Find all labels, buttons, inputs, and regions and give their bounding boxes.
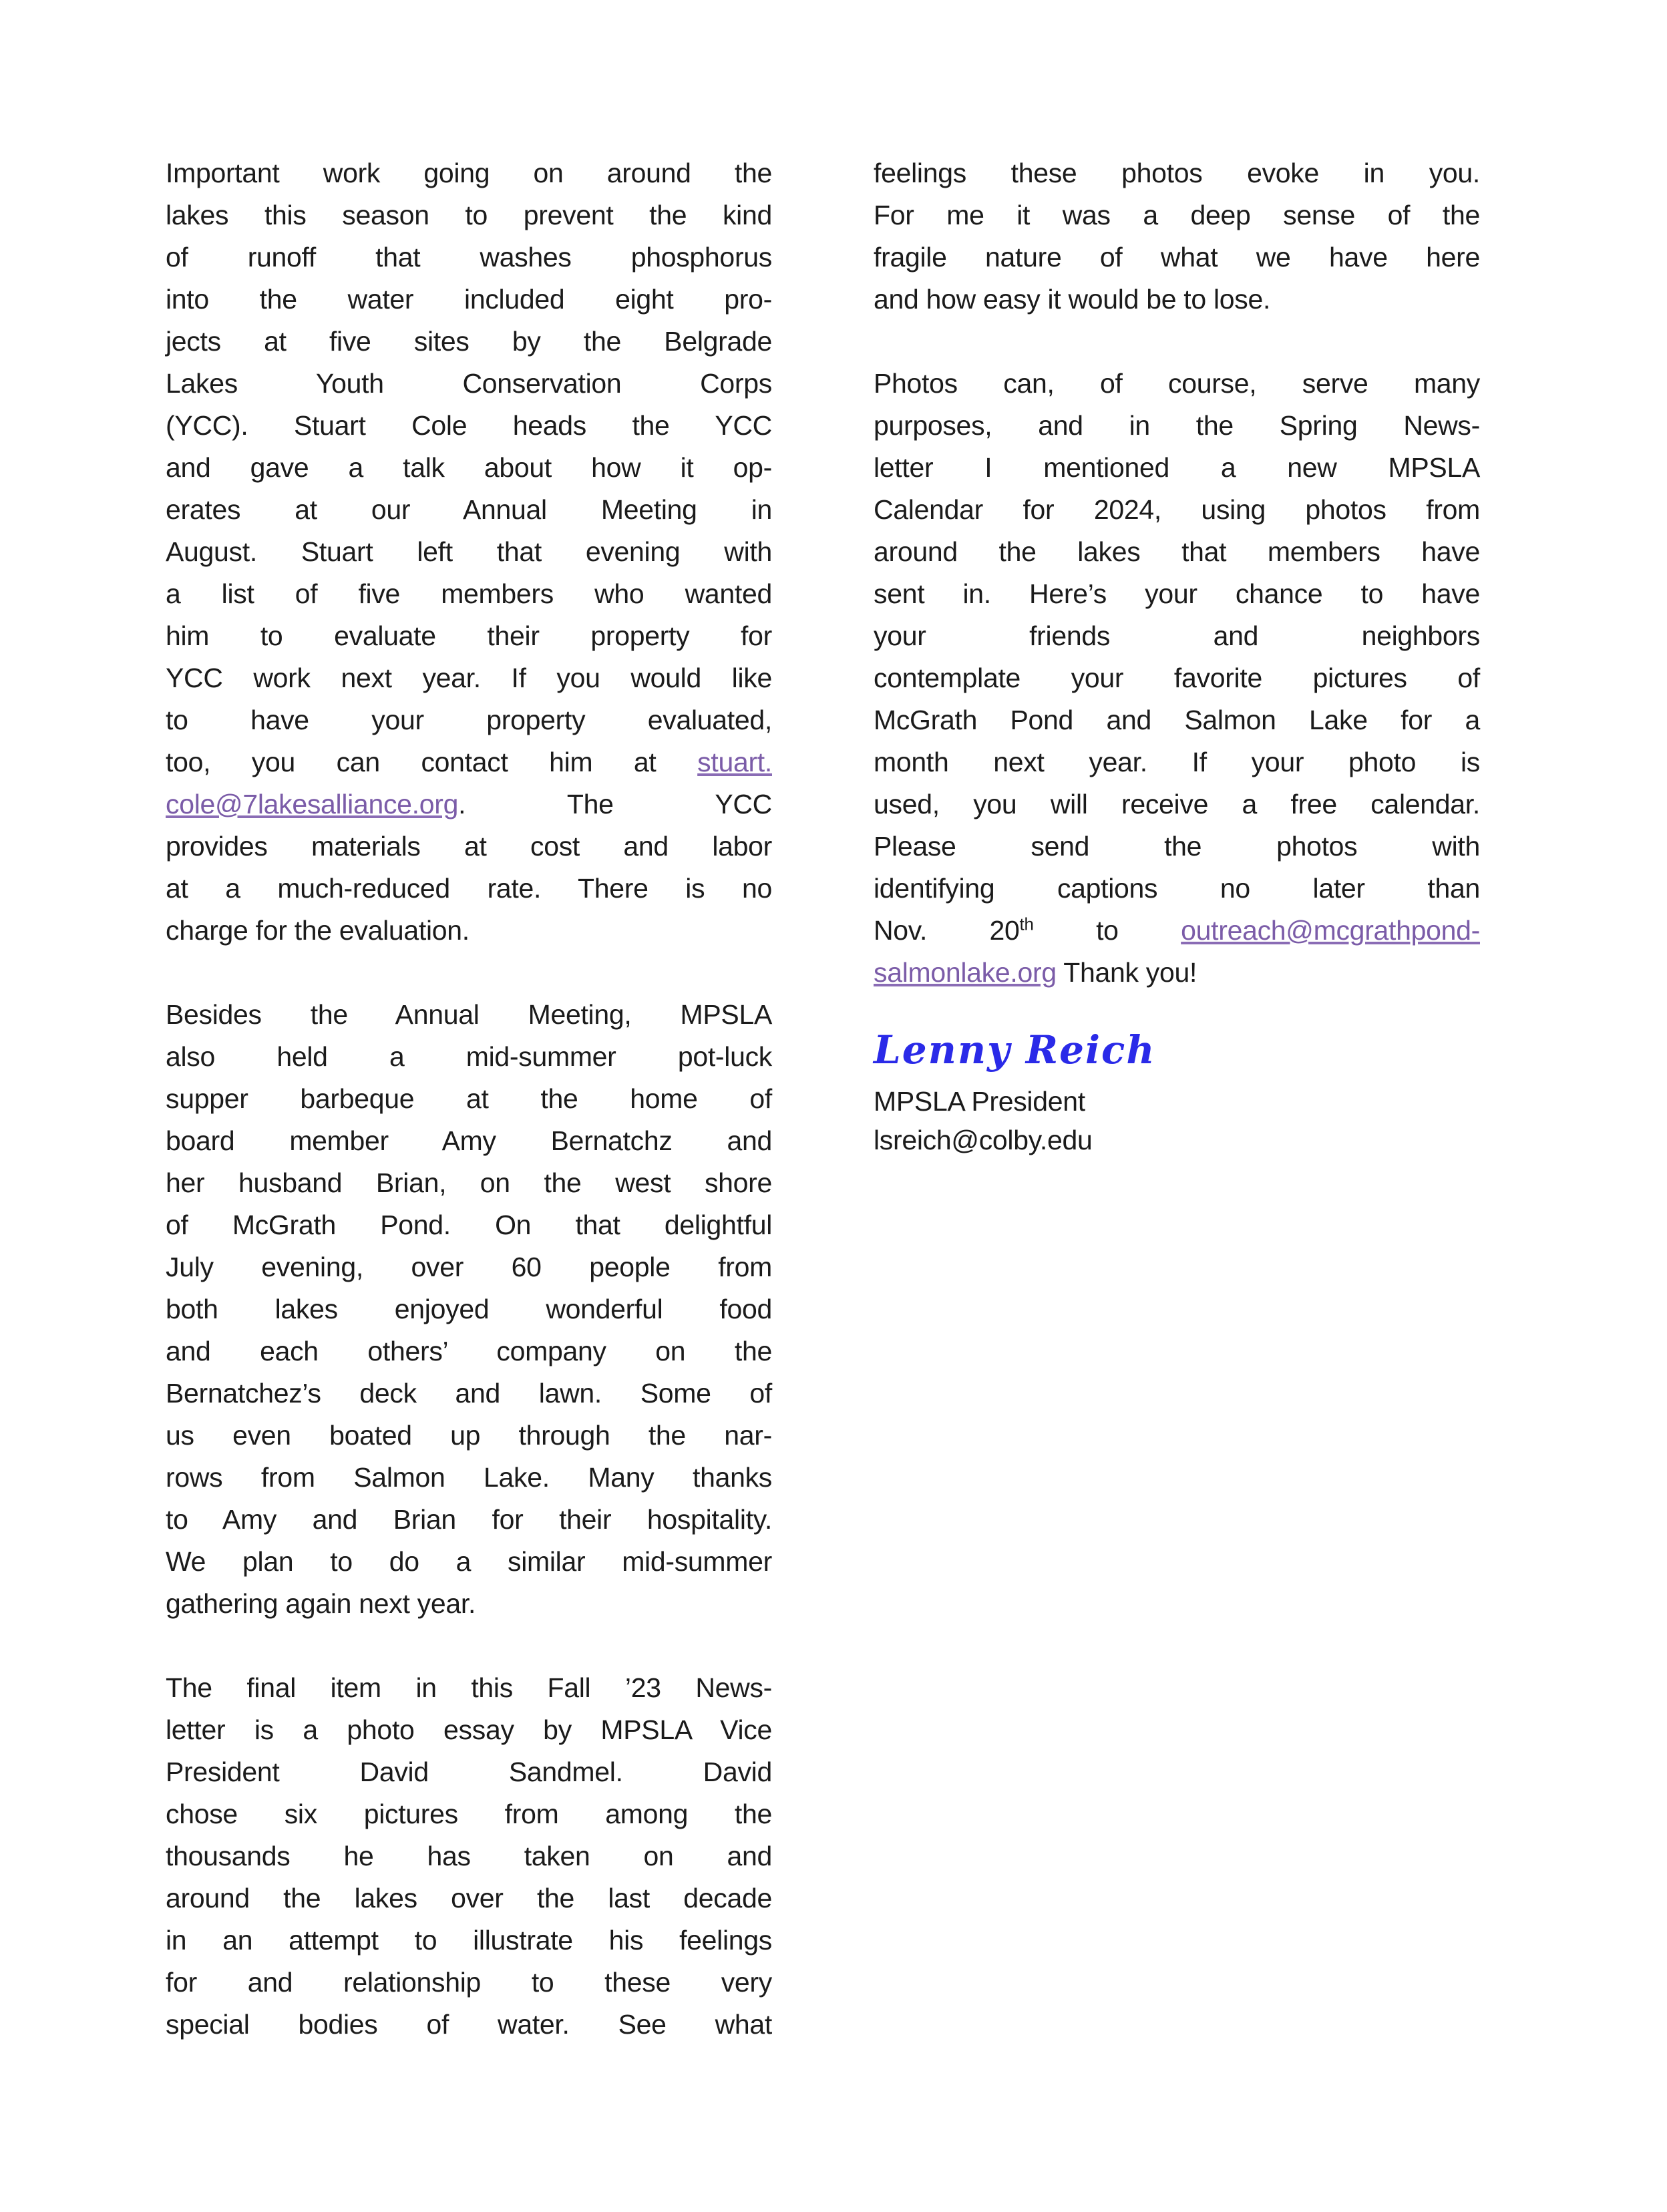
text-line: Lakes Youth Conservation Corps	[166, 368, 772, 399]
text-line: also held a mid-summer pot-luck	[166, 1041, 772, 1072]
text-line: for and relationship to these very	[166, 1967, 772, 1998]
text-line: Please send the photos with	[874, 831, 1480, 862]
text-line: Nov. 20th to outreach@mcgrathpond-	[874, 914, 1480, 946]
text-line: The final item in this Fall ’23 News-	[166, 1672, 772, 1703]
paragraph	[166, 994, 772, 1625]
email-link[interactable]: outreach@mcgrathpond-	[1181, 915, 1480, 946]
text-line: special bodies of water. See what	[166, 2009, 772, 2040]
text-line: of McGrath Pond. On that delightful	[166, 1210, 772, 1240]
signature-block	[874, 1029, 1480, 1159]
text-line: around the lakes over the last decade	[166, 1883, 772, 1913]
text-line: him to evaluate their property for	[166, 620, 772, 651]
paragraph	[874, 152, 1480, 321]
text-line: sent in. Here’s your chance to have	[874, 578, 1480, 609]
signature-title: MPSLA President	[874, 1086, 1085, 1117]
text-line: letter is a photo essay by MPSLA Vice	[166, 1714, 772, 1745]
text-line: in an attempt to illustrate his feelings	[166, 1925, 772, 1956]
text-line: (YCC). Stuart Cole heads the YCC	[166, 410, 772, 441]
superscript-text: th	[1019, 914, 1034, 934]
left-column	[166, 152, 772, 2046]
email-link[interactable]: cole@7lakesalliance.org	[166, 789, 459, 819]
signature-name: Lenny Reich	[874, 1027, 1156, 1073]
text-line: at a much-reduced rate. There is no	[166, 873, 772, 904]
text-line: board member Amy Bernatchz and	[166, 1125, 772, 1156]
text-line: month next year. If your photo is	[874, 747, 1480, 777]
text-line	[874, 952, 1480, 994]
italic-text: Thank you!	[1063, 957, 1197, 988]
text-line: into the water included eight pro-	[166, 284, 772, 315]
text-line: August. Stuart left that evening with	[166, 536, 772, 567]
text-line: letter I mentioned a new MPSLA	[874, 452, 1480, 483]
text-line: a list of five members who wanted	[166, 578, 772, 609]
text-line: McGrath Pond and Salmon Lake for a	[874, 705, 1480, 735]
paragraph	[166, 152, 772, 952]
text-line: cole@7lakesalliance.org. The YCC	[166, 789, 772, 819]
email-link[interactable]: stuart.	[697, 747, 772, 777]
text-line: chose six pictures from among the	[166, 1799, 772, 1829]
text-line: around the lakes that members have	[874, 536, 1480, 567]
text-line: July evening, over 60 people from	[166, 1252, 772, 1282]
signature-email: lsreich@colby.edu	[874, 1125, 1093, 1155]
paragraph	[874, 363, 1480, 994]
text-line: Photos can, of course, serve many	[874, 368, 1480, 399]
text-line: President David Sandmel. David	[166, 1757, 772, 1787]
text-line: We plan to do a similar mid-summer	[166, 1546, 772, 1577]
text-line: feelings these photos evoke in you.	[874, 158, 1480, 188]
text-line: purposes, and in the Spring News-	[874, 410, 1480, 441]
text-line: For me it was a deep sense of the	[874, 200, 1480, 230]
text-line: us even boated up through the nar-	[166, 1420, 772, 1451]
text-line: both lakes enjoyed wonderful food	[166, 1294, 772, 1324]
text-line: Bernatchez’s deck and lawn. Some of	[166, 1378, 772, 1409]
text-line: supper barbeque at the home of	[166, 1083, 772, 1114]
text-line: rows from Salmon Lake. Many thanks	[166, 1462, 772, 1493]
text-line: erates at our Annual Meeting in	[166, 494, 772, 525]
text-line: identifying captions no later than	[874, 873, 1480, 904]
text-line: lakes this season to prevent the kind	[166, 200, 772, 230]
text-line: your friends and neighbors	[874, 620, 1480, 651]
text-line: gathering again next year.	[166, 1588, 476, 1619]
text-line: jects at five sites by the Belgrade	[166, 326, 772, 357]
text-line: fragile nature of what we have here	[874, 242, 1480, 272]
text-line: of runoff that washes phosphorus	[166, 242, 772, 272]
text-line: her husband Brian, on the west shore	[166, 1167, 772, 1198]
text-line: Besides the Annual Meeting, MPSLA	[166, 999, 772, 1030]
text-line: Important work going on around the	[166, 158, 772, 188]
text-line: to Amy and Brian for their hospitality.	[166, 1504, 772, 1535]
text-line: Calendar for 2024, using photos from	[874, 494, 1480, 525]
paragraph	[166, 1667, 772, 2046]
text-line: too, you can contact him at stuart.	[166, 747, 772, 777]
text-line: used, you will receive a free calendar.	[874, 789, 1480, 819]
email-link[interactable]: salmonlake.org	[874, 957, 1057, 988]
text-line: thousands he has taken on and	[166, 1841, 772, 1871]
text-line: charge for the evaluation.	[166, 915, 470, 946]
text-line: and each others’ company on the	[166, 1336, 772, 1366]
text-line: and gave a talk about how it op-	[166, 452, 772, 483]
right-column	[874, 152, 1480, 1159]
text-line: contemplate your favorite pictures of	[874, 663, 1480, 693]
text-line: and how easy it would be to lose.	[874, 284, 1271, 315]
text-line: YCC work next year. If you would like	[166, 663, 772, 693]
text-line: to have your property evaluated,	[166, 705, 772, 735]
text-line: provides materials at cost and labor	[166, 831, 772, 862]
right-column-text	[874, 152, 1480, 994]
